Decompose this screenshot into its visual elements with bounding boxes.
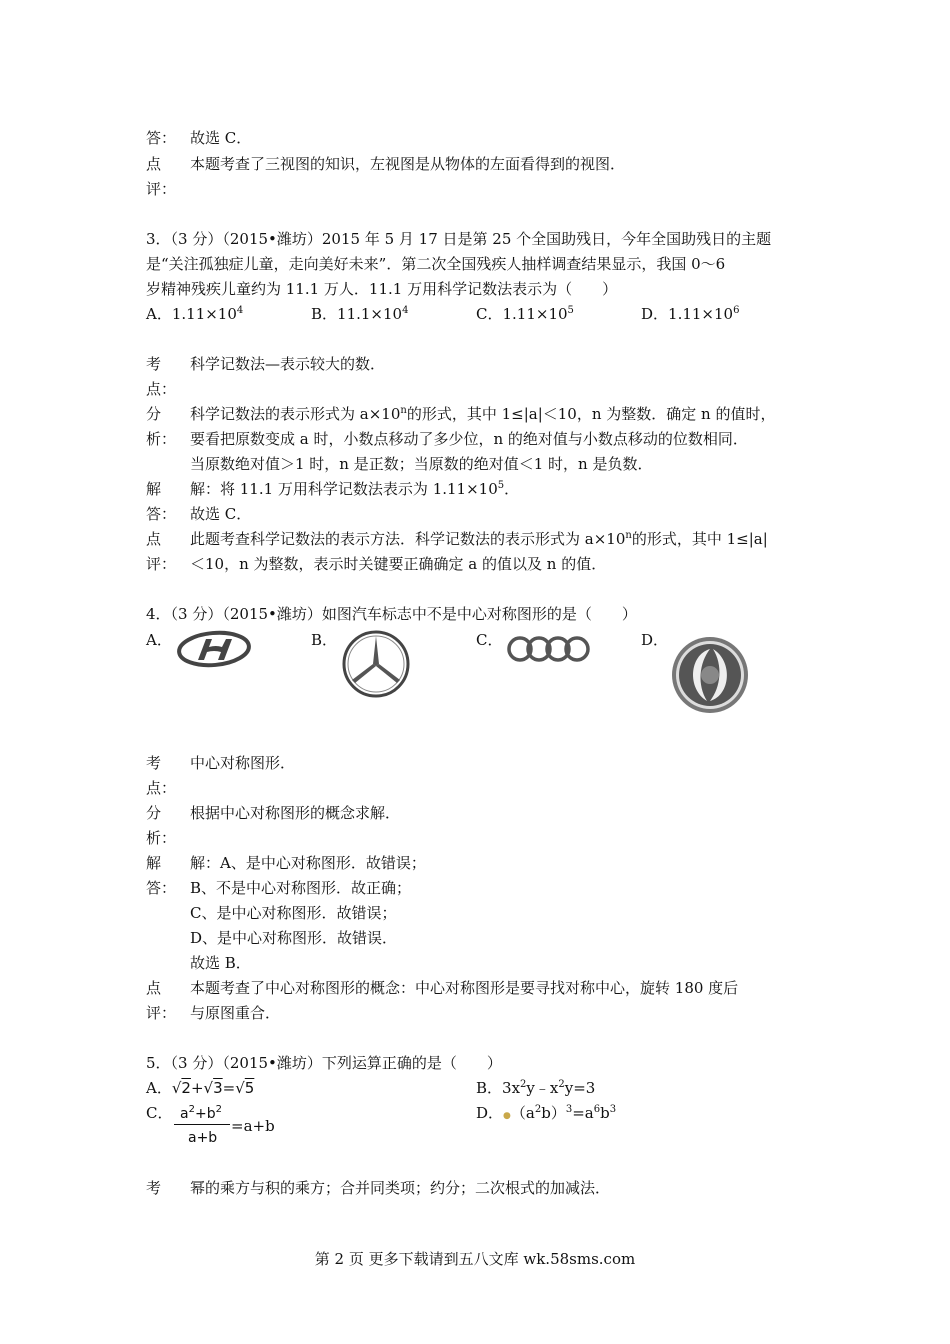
option-b: B．$11.1\times 10^4$ [311, 305, 409, 323]
q4-label-kao: 考 [146, 754, 162, 772]
q4-option-c-label: C． [476, 631, 503, 649]
fraction-rhs: =a+b [231, 1117, 275, 1135]
sqrt-3: √3 [203, 1079, 223, 1097]
fraction-denominator: a+b [188, 1130, 218, 1146]
label-dian: 点 [146, 530, 162, 548]
q4-dianping-2: 与原图重合． [190, 1004, 281, 1022]
q4-label-kaodian: 点： [146, 779, 177, 797]
q4-jieda-2: B、不是中心对称图形．故正确； [190, 879, 412, 897]
label-jie: 解 [146, 480, 162, 498]
label-comment-1: 点 [146, 155, 162, 173]
question-5-stem: 5．（3 分）（2015•潍坊）下列运算正确的是（ ） [146, 1054, 502, 1072]
q4-label-xi: 析： [146, 829, 177, 847]
label-xi: 析： [146, 430, 177, 448]
q4-jieda-3: C、是中心对称图形．故错误； [190, 904, 397, 922]
label-kao: 考 [146, 355, 162, 373]
q3-jieda-2: 故选 C． [190, 505, 252, 523]
q4-option-b-label: B． [311, 631, 338, 649]
q4-label-da: 答： [146, 879, 177, 897]
label-comment-2: 评： [146, 180, 177, 198]
q5-option-a: A．√2+√3=√5 [146, 1079, 255, 1097]
hyundai-logo-image [176, 628, 252, 670]
q5-label-kao: 考 [146, 1179, 162, 1197]
option-d: D．$1.11\times 10^6$ [641, 305, 740, 323]
q4-option-a-label: A． [146, 631, 172, 649]
question-3-line-1: 3．（3 分）（2015•潍坊）2015 年 5 月 17 日是第 25 个全国助残日，今年全国助残日的主题 [146, 230, 772, 248]
q3-dianping-1: 此题考查科学记数法的表示方法．科学记数法的表示形式为 $a\times 10^n$的形式，其中 1≤|a| [190, 530, 768, 548]
sqrt-2: √2 [171, 1079, 191, 1097]
option-c: C．$1.11\times 10^5$ [476, 305, 574, 323]
answer-text: 故选 C． [190, 129, 252, 147]
q3-fenxi-3: 当原数绝对值＞1 时，n 是正数；当原数的绝对值＜1 时，n 是负数． [190, 455, 653, 473]
q5-option-c-label: C． [146, 1104, 173, 1122]
q4-label-jie: 解 [146, 854, 162, 872]
q3-fenxi-1: 科学记数法的表示形式为 $a\times 10^n$的形式，其中 1≤|a|＜10，n 为整数．确定 n 的值时， [190, 405, 776, 423]
q5-option-d: D．$●(a^2b)^3=a^6b^3$ [476, 1104, 617, 1122]
dongfeng-logo-image [667, 633, 753, 717]
q3-kaodian: 科学记数法—表示较大的数． [190, 355, 386, 373]
label-kaodian: 点： [146, 380, 177, 398]
fraction-numerator: $a^2+b^2$ [180, 1104, 222, 1122]
q4-label-fen: 分 [146, 804, 162, 822]
q4-label-ping: 评： [146, 1004, 177, 1022]
q3-jieda-1: 解：将 11.1 万用科学记数法表示为 $1.11\times 10^5$． [190, 480, 520, 498]
label-fen: 分 [146, 405, 162, 423]
q4-jieda-4: D、是中心对称图形．故错误． [190, 929, 398, 947]
label-da: 答： [146, 505, 177, 523]
q5-option-c-fraction [174, 1102, 274, 1152]
mercedes-logo-image [340, 628, 412, 700]
dot-mark: ● [503, 1111, 511, 1121]
question-4-stem: 4．（3 分）（2015•潍坊）如图汽车标志中不是中心对称图形的是（ ） [146, 605, 637, 623]
label-ping: 评： [146, 555, 177, 573]
q3-fenxi-2: 要看把原数变成 a 时，小数点移动了多少位，n 的绝对值与小数点移动的位数相同． [190, 430, 748, 448]
audi-logo-image [505, 633, 593, 665]
q5-kaodian: 幂的乘方与积的乘方；合并同类项；约分；二次根式的加减法． [190, 1179, 611, 1197]
sqrt-5: √5 [235, 1079, 255, 1097]
q4-jieda-5: 故选 B． [190, 954, 251, 972]
q4-jieda-1: 解：A、是中心对称图形．故错误； [190, 854, 426, 872]
q4-option-d-label: D． [641, 631, 669, 649]
fraction-bar [174, 1124, 230, 1125]
q4-label-dian: 点 [146, 979, 162, 997]
q4-fenxi: 根据中心对称图形的概念求解． [190, 804, 401, 822]
q5-option-b: B．$3x^2y﹣x^2y=3$ [476, 1079, 596, 1097]
label-answer: 答： [146, 129, 177, 147]
question-3-line-3: 岁精神残疾儿童约为 11.1 万人．11.1 万用科学记数法表示为（ ） [146, 280, 618, 298]
option-a: A．$1.11\times 10^4$ [146, 305, 244, 323]
question-3-line-2: 是“关注孤独症儿童，走向美好未来”．第二次全国残疾人抽样调查结果显示，我国 0～6 [146, 255, 726, 273]
q3-dianping-2: ＜10，n 为整数，表示时关键要正确确定 a 的值以及 n 的值． [190, 555, 607, 573]
q4-kaodian: 中心对称图形． [190, 754, 296, 772]
comment-text: 本题考查了三视图的知识，左视图是从物体的左面看得到的视图． [190, 155, 626, 173]
page-footer: 第 2 页 更多下载请到五八文库 wk.58sms.com [314, 1250, 636, 1268]
q4-dianping-1: 本题考查了中心对称图形的概念：中心对称图形是要寻找对称中心，旋转 180 度后 [190, 979, 739, 997]
